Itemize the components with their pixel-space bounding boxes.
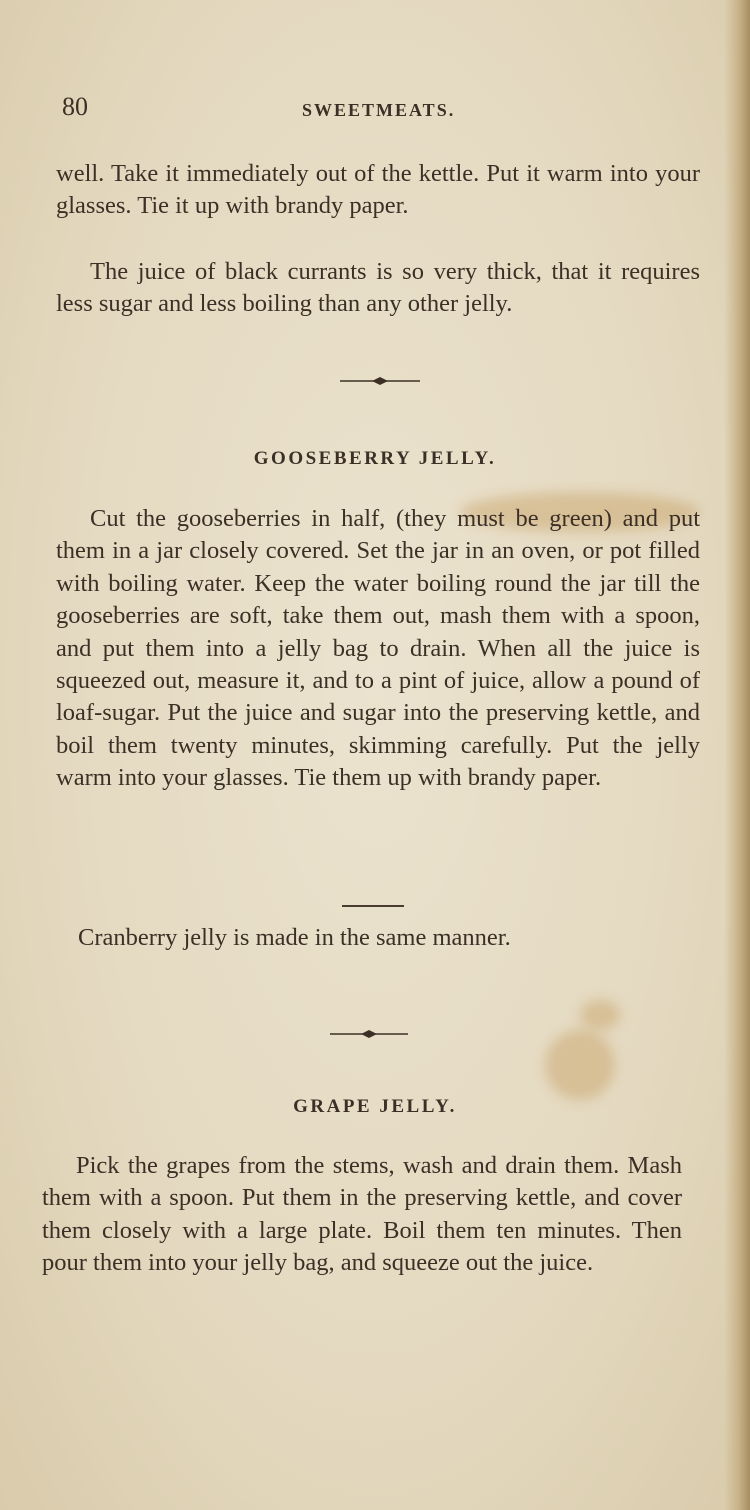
page-header bbox=[62, 92, 702, 132]
running-head: SWEETMEATS. bbox=[302, 100, 456, 120]
page-edge-shadow bbox=[724, 0, 750, 1510]
grape-paragraph-1: Pick the grapes from the stems, wash and drain them. Mash them with a spoon. Put them in the preserving kettle, and cover them closely with a large plate. Boil them ten minutes. Then pour them into your jelly bag, and squeeze out the juice. bbox=[42, 1152, 682, 1277]
cranberry-paragraph: Cranberry jelly is made in the same manner. bbox=[78, 924, 511, 951]
intro-paragraph-1: well. Take it immediately out of the kettle. Put it warm into your glasses. Tie it up with brandy paper. bbox=[56, 160, 700, 220]
rule-divider bbox=[342, 905, 404, 907]
stain bbox=[545, 1030, 615, 1100]
intro-paragraph-2: The juice of black currants is so very thick, that it requires less sugar and less boiling than any other jelly. bbox=[56, 258, 700, 318]
stain bbox=[580, 1000, 620, 1030]
ornament-divider bbox=[340, 375, 420, 387]
gooseberry-paragraph-1: Cut the gooseberries in half, (they must be green) and put them in a jar closely covered. Set the jar in an oven, or pot filled with boiling water. Keep the water boiling round the jar till the gooseberries are soft, take them out, mash them with a spoon, and put them into a jelly bag to drain. When all the juice is squeezed out, measure it, and to a pint of juice, allow a pound of loaf-sugar. Put the juice and sugar into the preserving kettle, and boil them twenty minutes, skimming carefully. Put the jelly warm into your glasses. Tie them up with brandy paper. bbox=[56, 505, 700, 792]
section-title-grape: GRAPE JELLY. bbox=[293, 1096, 457, 1117]
ornament-divider bbox=[330, 1028, 408, 1040]
page-number: 80 bbox=[62, 92, 88, 121]
section-title-gooseberry: GOOSEBERRY JELLY. bbox=[253, 448, 497, 469]
